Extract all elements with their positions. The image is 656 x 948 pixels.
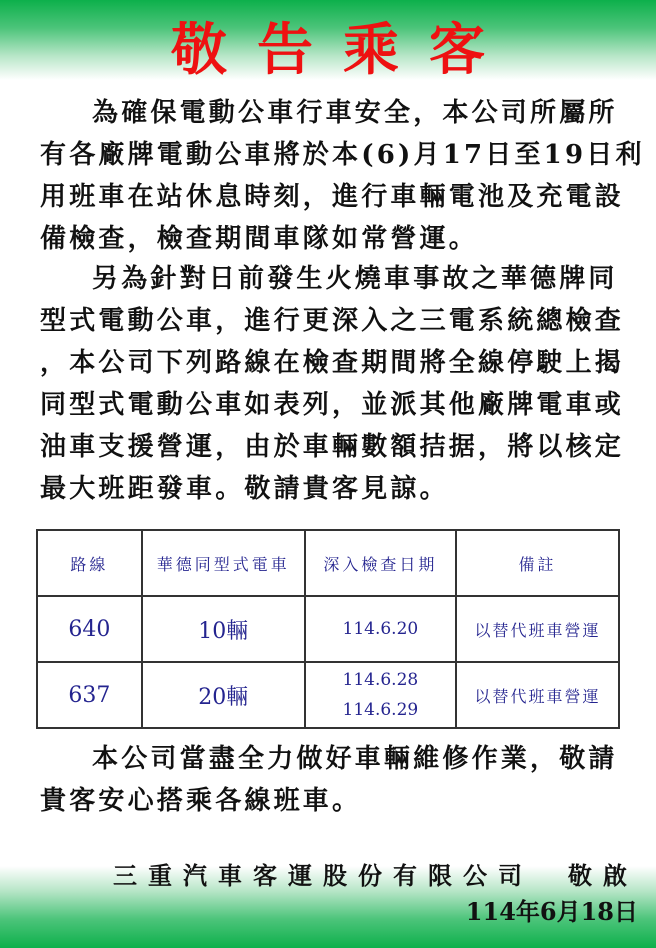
column-header-route: 路線 bbox=[37, 530, 142, 596]
dates-cell bbox=[305, 662, 456, 728]
paragraph-inspection-notice bbox=[40, 92, 645, 260]
route-cell: 640 bbox=[37, 596, 142, 662]
table-header-row bbox=[37, 530, 619, 596]
paragraph-line: 同型式電動公車如表列，並派其他廠牌電車或 bbox=[40, 390, 625, 420]
paragraph-line: 貴客安心搭乘各線班車。 bbox=[40, 786, 362, 816]
notice-date: 114年6月18日 bbox=[465, 897, 638, 926]
vehicles-cell: 10輛 bbox=[142, 596, 305, 662]
remark-cell: 以替代班車營運 bbox=[456, 596, 619, 662]
column-header-vehicles: 華德同型式電車 bbox=[142, 530, 305, 596]
paragraph-line: 本公司當盡全力做好車輛維修作業，敬請 bbox=[92, 744, 618, 774]
dates-cell bbox=[305, 596, 456, 662]
paragraph-line: 為確保電動公車行車安全，本公司所屬所 bbox=[92, 98, 618, 128]
paragraph-line: ，本公司下列路線在檢查期間將全線停駛上揭 bbox=[40, 348, 625, 378]
paragraph-line: 另為針對日前發生火燒車事故之華德牌同 bbox=[92, 264, 618, 294]
paragraph-line: 用班車在站休息時刻，進行車輛電池及充電設 bbox=[40, 182, 625, 212]
date-value: 114.6.28 bbox=[342, 670, 419, 690]
paragraph-line: 有各廠牌電動公車將於本(6)月17日至19日利 bbox=[40, 140, 645, 170]
paragraph-line: 型式電動公車，進行更深入之三電系統總檢查 bbox=[40, 306, 625, 336]
table-row bbox=[37, 662, 619, 728]
date-value: 114.6.29 bbox=[342, 700, 419, 720]
remark-cell: 以替代班車營運 bbox=[456, 662, 619, 728]
date-value: 114.6.20 bbox=[342, 619, 419, 639]
paragraph-closing bbox=[40, 738, 630, 822]
paragraph-suspension-notice bbox=[40, 258, 630, 510]
vehicles-cell: 20輛 bbox=[142, 662, 305, 728]
paragraph-line: 最大班距發車。敬請貴客見諒。 bbox=[40, 474, 449, 504]
paragraph-line: 備檢查，檢查期間車隊如常營運。 bbox=[40, 224, 479, 254]
column-header-dates: 深入檢查日期 bbox=[305, 530, 456, 596]
table-row bbox=[37, 596, 619, 662]
route-cell: 637 bbox=[37, 662, 142, 728]
notice-title: 敬告乘客 bbox=[171, 17, 515, 83]
company-signature: 三重汽車客運股份有限公司 敬啟 bbox=[113, 861, 638, 890]
suspension-table bbox=[36, 529, 620, 729]
column-header-remark: 備註 bbox=[456, 530, 619, 596]
paragraph-line: 油車支援營運，由於車輛數額拮据，將以核定 bbox=[40, 432, 625, 462]
